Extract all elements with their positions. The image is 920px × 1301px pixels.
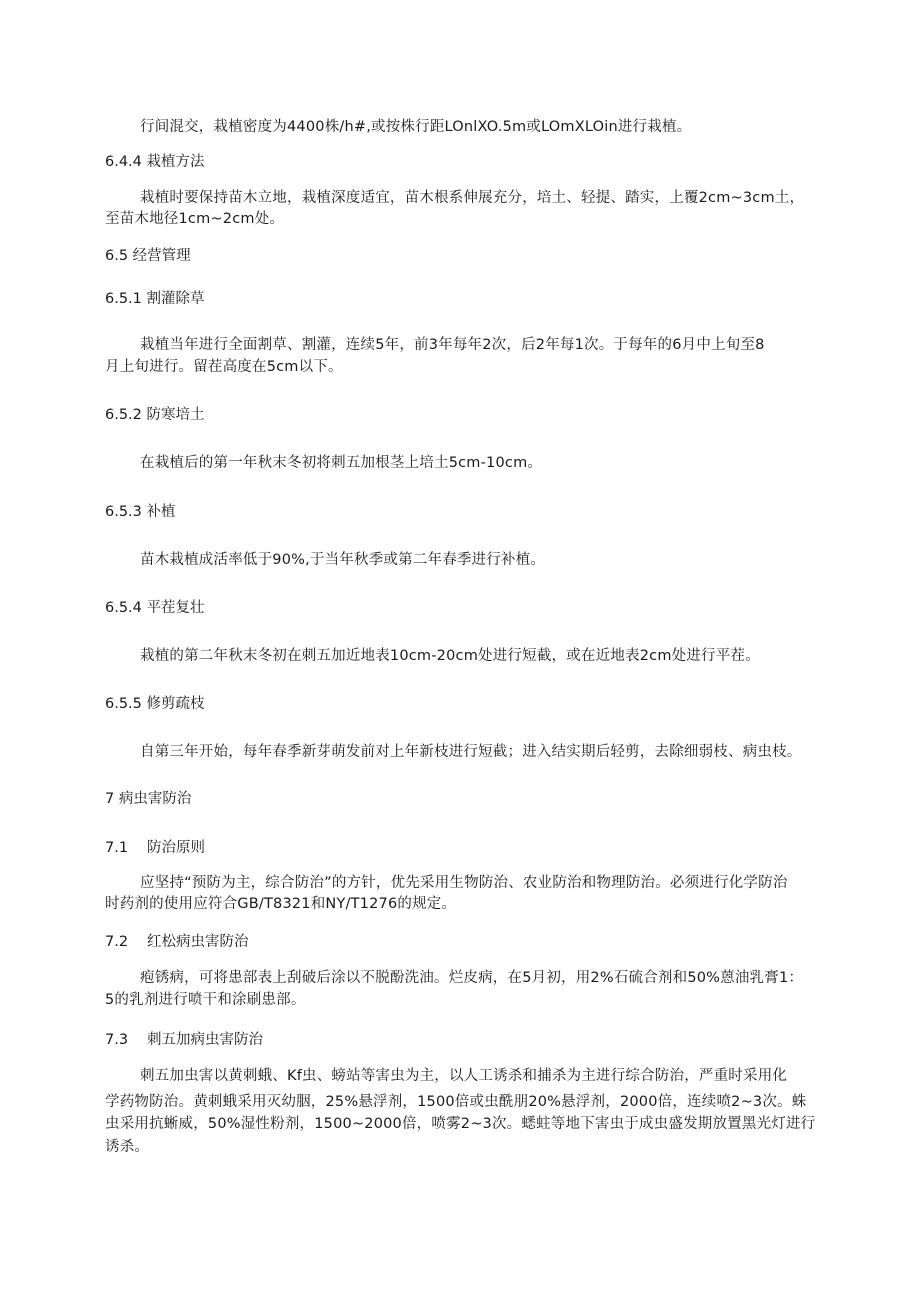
paragraph-7-2-line-2: 5的乳剂进行喷干和涂刷患部。 xyxy=(105,992,306,1008)
paragraph-7-2-line-1: 疱锈病，可将患部表上刮破后涂以不脱酚洗油。烂皮病，在5月初，用2%石硫合剂和50%蒽油乳膏1： xyxy=(140,970,804,986)
heading-7: 7 病虫害防治 xyxy=(105,791,192,807)
paragraph-6-5-4: 栽植的第二年秋末冬初在刺五加近地表10cm-20cm处进行短截，或在近地表2cm处进行平茬。 xyxy=(140,648,760,664)
paragraph-6-5-3: 苗木栽植成活率低于90%,于当年秋季或第二年春季进行补植。 xyxy=(140,552,546,568)
paragraph-6-5-1-line-1: 栽植当年进行全面割草、割灌，连续5年，前3年每年2次，后2年每1次。于每年的6月中上旬至8 xyxy=(140,337,765,353)
heading-7-2 xyxy=(105,932,249,952)
heading-7-3-number: 7.3 xyxy=(105,1032,129,1048)
paragraph-6-5-1-line-2: 月上旬进行。留茬高度在5cm以下。 xyxy=(105,359,343,375)
paragraph-7-3-line-1: 刺五加虫害以黄刺蛾、Kf虫、螃站等害虫为主，以人工诱杀和捕杀为主进行综合防治，严重时采用化 xyxy=(140,1068,788,1084)
heading-6-5-1: 6.5.1 割灌除草 xyxy=(105,291,205,307)
paragraph-6-5-2: 在栽植后的第一年秋末冬初将刺五加根茎上培土5cm-10cm。 xyxy=(140,455,543,471)
paragraph-6-5-5: 自第三年开始，每年春季新芽萌发前对上年新枝进行短截；进入结实期后轻剪，去除细弱枝、病虫枝。 xyxy=(140,744,802,760)
heading-7-3 xyxy=(105,1030,263,1050)
heading-6-5-5: 6.5.5 修剪疏枝 xyxy=(105,696,205,712)
heading-6-5: 6.5 经营管理 xyxy=(105,248,191,264)
paragraph-6-4-4-line-2: 至苗木地径1cm~2cm处。 xyxy=(105,211,285,227)
heading-7-2-title: 红松病虫害防治 xyxy=(147,934,249,950)
paragraph-7-3-line-4: 诱杀。 xyxy=(105,1139,150,1155)
heading-6-5-2: 6.5.2 防寒培土 xyxy=(105,407,205,423)
paragraph-6-4-4-line-1: 栽植时要保持苗木立地，栽植深度适宜，苗木根系伸展充分，培土、轻提、踏实，上覆2cm~3cm土， xyxy=(140,190,805,206)
heading-7-1-number: 7.1 xyxy=(105,840,129,856)
paragraph-6-4-3-continuation: 行间混交，栽植密度为4400株/h#,或按株行距LOnlXO.5m或LOmXLOin进行栽植。 xyxy=(140,119,692,135)
heading-7-1-title: 防治原则 xyxy=(147,840,205,856)
heading-7-2-number: 7.2 xyxy=(105,934,129,950)
heading-7-3-title: 刺五加病虫害防治 xyxy=(147,1032,263,1048)
heading-7-1 xyxy=(105,838,205,858)
paragraph-7-3-line-2: 学药物防治。黄刺蛾采用灭幼胭，25%悬浮剂，1500倍或虫酰朋20%悬浮剂，2000倍，连续喷2~3次。蛛 xyxy=(105,1094,807,1110)
paragraph-7-1-line-1: 应坚持“预防为主，综合防治”的方针，优先采用生物防治、农业防治和物理防治。必须进行化学防治 xyxy=(140,875,788,891)
paragraph-7-3-line-3: 虫采用抗蜥威，50%湿性粉剂，1500~2000倍，喷雾2~3次。蟋蛀等地下害虫于成虫盛发期放置黑光灯进行 xyxy=(105,1116,816,1132)
heading-6-4-4: 6.4.4 栽植方法 xyxy=(105,154,205,170)
paragraph-7-1-line-2: 时药剂的使用应符合GB/T8321和NY/T1276的规定。 xyxy=(105,896,457,912)
heading-6-5-4: 6.5.4 平茬复壮 xyxy=(105,600,205,616)
heading-6-5-3: 6.5.3 补植 xyxy=(105,504,176,520)
